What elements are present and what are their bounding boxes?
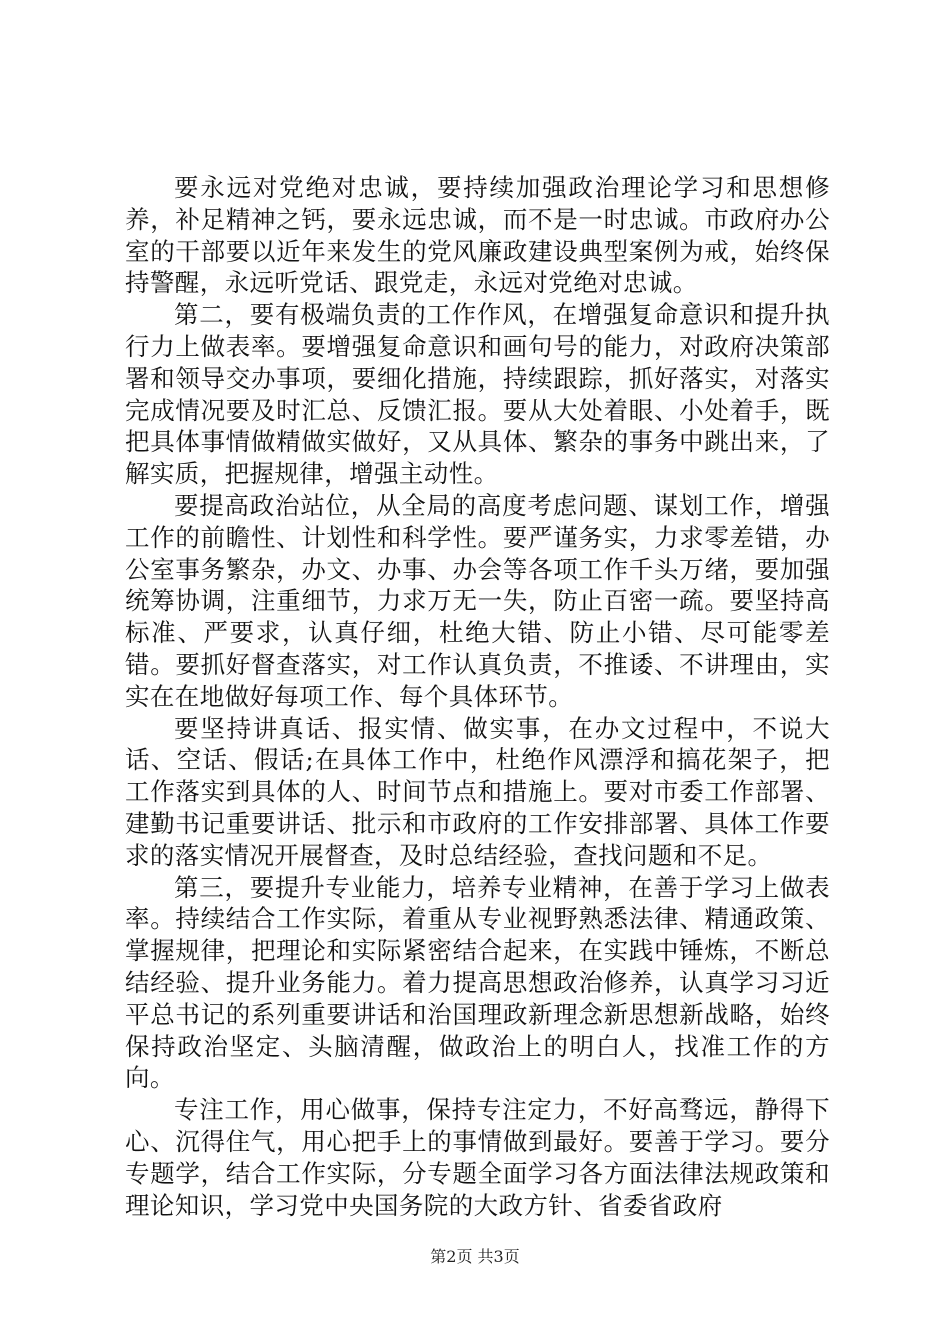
paragraph: 要提高政治站位，从全局的高度考虑问题、谋划工作，增强工作的前瞻性、计划性和科学性。要严谨务实，力求零差错，办公室事务繁杂，办文、办事、办会等各项工作千头万绪，要加强统筹协调，注重细节，力求万无一失，防止百密一疏。要坚持高标准、严要求，认真仔细，杜绝大错、防止小错、尽可能零差错。要抓好督查落实，对工作认真负责，不推诿、不讲理由，实实在在地做好每项工作、每个具体环节。 — [125, 490, 830, 711]
paragraph: 要坚持讲真话、报实情、做实事，在办文过程中，不说大话、空话、假话;在具体工作中，杜绝作风漂浮和搞花架子，把工作落实到具体的人、时间节点和措施上。要对市委工作部署、建勤书记重要讲话、批示和市政府的工作安排部署、具体工作要求的落实情况开展督查，及时总结经验，查找问题和不足。 — [125, 713, 830, 870]
paragraph: 专注工作，用心做事，保持专注定力，不好高骛远，静得下心、沉得住气，用心把手上的事情做到最好。要善于学习。要分专题学，结合工作实际，分专题全面学习各方面法律法规政策和理论知识，学习党中央国务院的大政方针、省委省政府 — [125, 1095, 830, 1220]
page-number-footer: 第2页 共3页 — [430, 1247, 520, 1266]
paragraph: 第三，要提升专业能力，培养专业精神，在善于学习上做表率。持续结合工作实际，着重从专业视野熟悉法律、精通政策、掌握规律，把理论和实际紧密结合起来，在实践中锤炼，不断总结经验、提升业务能力。着力提高思想政治修养，认真学习习近平总书记的系列重要讲话和治国理政新理念新思想新战略，始终保持政治坚定、头脑清醒，做政治上的明白人，找准工作的方向。 — [125, 872, 830, 1093]
paragraph: 要永远对党绝对忠诚，要持续加强政治理论学习和思想修养，补足精神之钙，要永远忠诚，而不是一时忠诚。市政府办公室的干部要以近年来发生的党风廉政建设典型案例为戒，始终保持警醒，永远听党话、跟党走，永远对党绝对忠诚。 — [125, 173, 830, 298]
paragraph: 第二，要有极端负责的工作作风，在增强复命意识和提升执行力上做表率。要增强复命意识和画句号的能力，对政府决策部署和领导交办事项，要细化措施，持续跟踪，抓好落实，对落实完成情况要及时汇总、反馈汇报。要从大处着眼、小处着手，既把具体事情做精做实做好，又从具体、繁杂的事务中跳出来，了解实质，把握规律，增强主动性。 — [125, 300, 830, 489]
document-body — [125, 172, 830, 1221]
